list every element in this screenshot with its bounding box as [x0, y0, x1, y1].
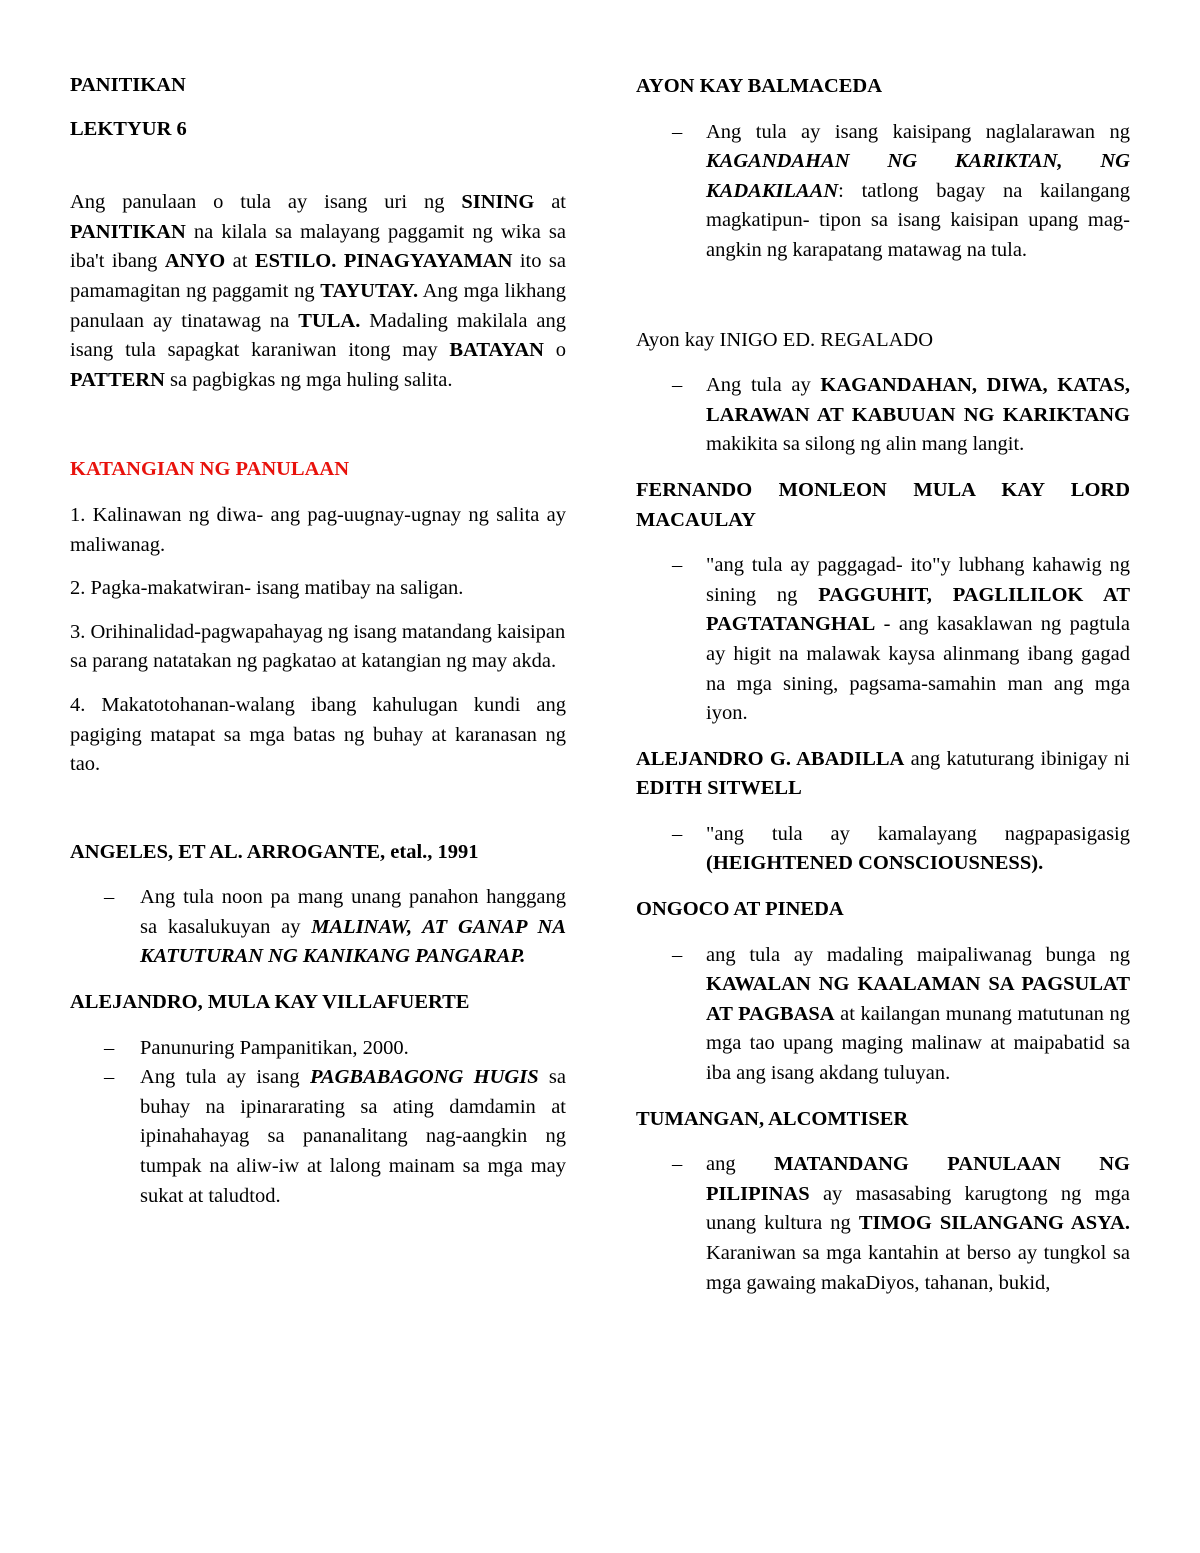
dash-icon: –: [672, 554, 683, 577]
document-header: PANITIKAN: [70, 74, 186, 96]
tumangan-bullet-mid: ay masasabing karugtong ng mga unang kultura ng: [706, 1182, 1130, 1235]
alejandro-bullet-2-rest: sa buhay na ipinararating sa ating damdamin at ipinahahayag sa pananalitang nag-aangkin ng tumpak na aliw-iw at lalong mainam sa mga may sukat at taludtod.: [140, 1066, 567, 1207]
right-column: [636, 70, 1130, 1298]
left-column: [70, 70, 566, 1211]
intro-text-4: at: [225, 250, 255, 273]
regalado-bullet: [636, 371, 1130, 460]
regalado-bullet-text: Ang tula ay: [706, 374, 821, 397]
angeles-bullet-emphasis: MALINAW, AT GANAP NA KATUTURAN NG KANIKANG PANGARAP.: [140, 915, 566, 968]
abadilla-bullet-emphasis: (HEIGHTENED CONSCIOUSNESS).: [706, 852, 1044, 875]
alejandro-bullet-2-text: Ang tula ay isang: [140, 1066, 310, 1089]
angeles-bullet: [70, 883, 566, 972]
balmaceda-heading: AYON KAY BALMACEDA: [636, 75, 883, 97]
angeles-heading: ANGELES, ET AL. ARROGANTE, etal., 1991: [70, 840, 479, 863]
katangian-item-2: 2. Pagka-makatwiran- isang matibay na saligan.: [70, 577, 464, 600]
intro-text-7: Madaling makilala ang isang tula sapagkat karaniwan itong may: [70, 309, 566, 362]
intro-text-3: na kilala sa malayang paggamit ng wika sa iba't ibang: [70, 220, 566, 273]
balmaceda-bullet-emphasis: KAGANDAHAN NG KARIKTAN, NG KADAKILAAN: [706, 150, 1130, 202]
regalado-heading: [636, 326, 1130, 356]
monleon-bullet-emphasis: PAGGUHIT, PAGLILILOK AT PAGTATANGHAL: [706, 583, 1130, 636]
intro-bold-tula: TULA.: [298, 309, 361, 332]
tumangan-bullet-emphasis-1: MATANDANG PANULAAN NG PILIPINAS: [706, 1153, 1130, 1205]
abadilla-heading: [636, 745, 1130, 804]
monleon-bullet-rest: - ang kasaklawan ng pagtula ay higit na malawak kaysa alinmang ibang gagad na mga sining, pagsama-samahin man ang mga iyon.: [706, 613, 1130, 725]
intro-text-8: o: [543, 339, 567, 362]
balmaceda-bullet-rest: : tatlong bagay na kailangang magkatipun- tipon sa isang kaisipan upang mag-angkin ng karapatang matawag na tula.: [706, 179, 1130, 261]
angeles-bullet-text: Ang tula noon pa mang unang panahon hanggang sa kasalukuyan ay: [140, 886, 566, 938]
ongoco-heading: ONGOCO AT PINEDA: [636, 898, 844, 921]
tumangan-heading: TUMANGAN, ALCOMTISER: [636, 1107, 909, 1130]
regalado-bullet-emphasis: KAGANDAHAN, DIWA, KATAS, LARAWAN AT KABUUAN NG KARIKTANG: [706, 374, 1130, 426]
alejandro-bullet-1-text: Panunuring Pampanitikan, 2000.: [140, 1036, 409, 1059]
katangian-item-1: 1. Kalinawan ng diwa- ang pag-uugnay-ugnay ng salita ay maliwanag.: [70, 503, 566, 556]
intro-text-1: Ang panulaan o tula ay isang uri ng: [70, 191, 462, 214]
ongoco-bullet-emphasis: KAWALAN NG KAALAMAN SA PAGSULAT AT PAGBASA: [706, 973, 1130, 1025]
tumangan-bullet: [636, 1150, 1130, 1298]
dash-icon: –: [672, 1153, 683, 1176]
alejandro-bullet-1: [70, 1034, 566, 1064]
regalado-bullet-rest: makikita sa silong ng alin mang langit.: [706, 433, 1025, 456]
ongoco-bullet-rest: at kailangan munang matutunan ng mga tao upang maging malinaw at maipabatid sa iba ang isang akdang tuluyan.: [706, 1002, 1130, 1085]
alejandro-bullet-2-emphasis: PAGBABAGONG HUGIS: [309, 1066, 539, 1089]
dash-icon: –: [672, 822, 683, 845]
intro-paragraph: [70, 188, 566, 395]
abadilla-heading-text: ang katuturang ibinigay ni: [904, 747, 1130, 770]
regalado-heading-text: Ayon kay INIGO ED. REGALADO: [636, 328, 934, 351]
dash-icon: –: [672, 374, 683, 397]
monleon-bullet-text: "ang tula ay paggagad- ito"y lubhang kahawig ng sining ng: [706, 554, 1130, 606]
intro-text-9: sa pagbigkas ng mga huling salita.: [164, 368, 453, 391]
intro-bold-estilo: ESTILO. PINAGYAYAMAN: [254, 250, 513, 273]
intro-bold-pattern: PATTERN: [70, 368, 165, 391]
abadilla-heading-name: ALEJANDRO G. ABADILLA: [636, 747, 905, 770]
intro-bold-sining: SINING: [461, 191, 535, 214]
katangian-item-3: 3. Orihinalidad-pagwapahayag ng isang matandang kaisipan sa parang natatakan ng pagkatao at katangian ng may akda.: [70, 620, 566, 673]
balmaceda-bullet: [636, 118, 1130, 266]
abadilla-bullet-text: "ang tula ay kamalayang nagpapasigasig: [706, 822, 1130, 845]
intro-text-6: Ang mga likhang panulaan ay tinatawag na: [70, 279, 566, 332]
intro-text-2: at: [534, 191, 566, 214]
tumangan-bullet-rest: Karaniwan sa mga kantahin at berso ay tungkol sa mga gawaing makaDiyos, tahanan, bukid,: [706, 1242, 1130, 1294]
alejandro-heading: ALEJANDRO, MULA KAY VILLAFUERTE: [70, 991, 470, 1014]
dash-icon: –: [104, 1036, 115, 1059]
intro-bold-batayan: BATAYAN: [449, 339, 544, 362]
katangian-heading: KATANGIAN NG PANULAAN: [70, 458, 350, 481]
dash-icon: –: [672, 943, 683, 966]
abadilla-bullet: [636, 820, 1130, 879]
ongoco-bullet-text: ang tula ay madaling maipaliwanag bunga ng: [706, 943, 1130, 966]
intro-text-5: ito sa pamamagitan ng paggamit ng: [70, 250, 567, 302]
intro-bold-panitikan: PANITIKAN: [70, 220, 186, 243]
ongoco-bullet: [636, 941, 1130, 1089]
balmaceda-bullet-text: Ang tula ay isang kaisipang naglalarawan ng: [706, 120, 1130, 143]
dash-icon: –: [104, 1066, 115, 1089]
intro-bold-anyo: ANYO: [164, 250, 226, 273]
abadilla-heading-sitwell: EDITH SITWELL: [636, 777, 802, 800]
monleon-bullet: [636, 551, 1130, 729]
tumangan-bullet-text: ang: [706, 1153, 775, 1176]
alejandro-bullet-2: [70, 1063, 566, 1211]
dash-icon: –: [104, 886, 115, 909]
tumangan-bullet-emphasis-2: TIMOG SILANGANG ASYA.: [858, 1212, 1130, 1235]
lecture-number: LEKTYUR 6: [70, 117, 187, 140]
monleon-heading: FERNANDO MONLEON MULA KAY LORD MACAULAY: [636, 478, 1130, 531]
intro-bold-tayutay: TAYUTAY.: [320, 279, 419, 302]
katangian-item-4: 4. Makatotohanan-walang ibang kahulugan kundi ang pagiging matapat sa mga batas ng buhay at karanasan ng tao.: [70, 693, 566, 776]
dash-icon: –: [672, 120, 683, 143]
